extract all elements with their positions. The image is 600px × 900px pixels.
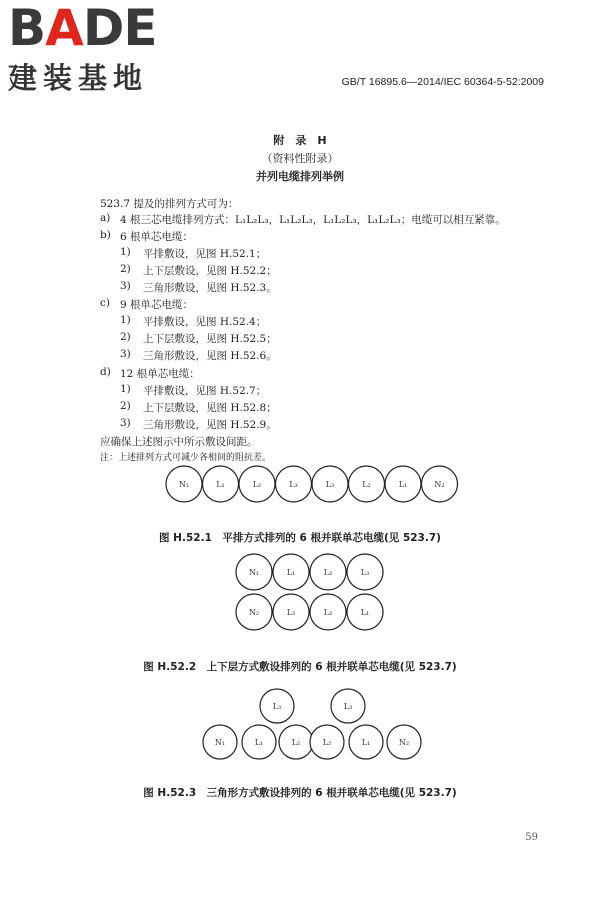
closing-text: 应确保上述图示中所示敷设间距。 [100, 436, 258, 448]
cable-n [236, 594, 272, 630]
cable-label: L₁ [216, 480, 225, 489]
cable-label: L₂ [323, 568, 333, 577]
cable-l [273, 554, 309, 590]
cable-label: L₁ [361, 738, 371, 747]
cable-n [387, 725, 421, 759]
sub-marker-2: 2) [120, 331, 131, 343]
figure-h52-1 [160, 460, 470, 510]
item-d-marker: d) [100, 366, 111, 378]
cable-label: L₁ [254, 738, 264, 747]
cable-n [166, 466, 202, 502]
item-c3: 三角形敷设，见图 H.52.6。 [143, 350, 277, 362]
cable-l [276, 466, 312, 502]
cable-label: L₂ [362, 480, 371, 489]
cable-label: L₃ [343, 702, 353, 711]
note-text: 注：上述排列方式可减少各相间的阻抗差。 [100, 453, 272, 463]
item-d2: 上下层敷设，见图 H.52.8； [143, 402, 277, 414]
cable-l [312, 466, 348, 502]
cable-label: L₂ [252, 480, 262, 489]
appendix-heading: 并列电缆排列举例 [256, 170, 344, 183]
cable-l [310, 725, 344, 759]
sub-marker-3: 3) [120, 280, 131, 292]
item-d-text: 12 根单芯电缆： [120, 368, 200, 380]
cable-label: L₃ [286, 608, 296, 617]
item-a-text: 4 根三芯电缆排列方式：L₁L₂L₃，L₁L₂L₃，L₁L₂L₃，L₁L₂L₃；电缆可以相互紧靠。 [120, 214, 506, 226]
cable-label: N₁ [214, 738, 226, 747]
figure-h52-3 [200, 680, 430, 765]
cable-label: L₁ [360, 608, 370, 617]
cable-label: L₃ [289, 480, 298, 489]
sub-marker-3: 3) [120, 348, 131, 360]
cable-l [349, 466, 385, 502]
sub-marker-1: 1) [120, 314, 131, 326]
cable-l [385, 466, 421, 502]
standard-number: GB/T 16895.6—2014/IEC 60364-5-52:2009 [341, 76, 544, 88]
cable-l [331, 689, 365, 723]
sub-marker-3: 3) [120, 417, 131, 429]
cable-l [310, 554, 346, 590]
sub-marker-2: 2) [120, 400, 131, 412]
cable-l [260, 689, 294, 723]
cable-l [273, 594, 309, 630]
item-a-marker: a) [100, 212, 111, 224]
item-c1: 平排敷设，见图 H.52.4； [143, 316, 267, 328]
figure-h52-2-caption: 图 H.52.2 上下层方式敷设排列的 6 根并联单芯电缆(见 523.7) [143, 661, 457, 673]
logo [8, 0, 176, 57]
figure-h52-3-caption: 图 H.52.3 三角形方式敷设排列的 6 根并联单芯电缆(见 523.7) [143, 787, 457, 799]
figure-h52-2 [232, 550, 392, 640]
cable-l [347, 554, 383, 590]
item-b-marker: b) [100, 229, 111, 241]
item-c2: 上下层敷设，见图 H.52.5； [143, 333, 277, 345]
item-b-text: 6 根单芯电缆： [120, 231, 194, 243]
sub-marker-1: 1) [120, 246, 131, 258]
cable-label: L₁ [286, 568, 296, 577]
cable-l [347, 594, 383, 630]
item-b3: 三角形敷设，见图 H.52.3。 [143, 282, 277, 294]
figure-h52-1-caption: 图 H.52.1 平排方式排列的 6 根并联单芯电缆(见 523.7) [159, 532, 441, 544]
cable-n [422, 466, 458, 502]
item-c-text: 9 根单芯电缆： [120, 299, 194, 311]
cable-label: N₂ [434, 480, 445, 489]
cable-label: N₂ [398, 738, 410, 747]
cable-label: L₁ [398, 480, 408, 489]
item-d3: 三角形敷设，见图 H.52.9。 [143, 419, 277, 431]
cable-n [203, 725, 237, 759]
cable-label: L₂ [323, 608, 333, 617]
cable-l [203, 466, 239, 502]
item-b2: 上下层敷设，见图 H.52.2； [143, 265, 277, 277]
cable-label: L₃ [272, 702, 282, 711]
intro-text: 523.7 提及的排列方式可为： [100, 198, 239, 210]
cable-l [310, 594, 346, 630]
cable-label: N₂ [248, 608, 260, 617]
cable-label: L₃ [325, 480, 335, 489]
cable-l [349, 725, 383, 759]
sub-marker-2: 2) [120, 263, 131, 275]
cable-label: L₂ [322, 738, 332, 747]
cable-l [239, 466, 275, 502]
page-number: 59 [525, 832, 538, 843]
cable-label: N₁ [248, 568, 260, 577]
cable-label: N₁ [178, 480, 190, 489]
item-b1: 平排敷设，见图 H.52.1； [143, 248, 267, 260]
cable-l [279, 725, 313, 759]
cable-label: L₂ [291, 738, 301, 747]
sub-marker-1: 1) [120, 383, 131, 395]
appendix-subtitle: （资料性附录） [261, 152, 339, 165]
logo-text: BADE [8, 0, 157, 57]
item-c-marker: c) [100, 297, 110, 309]
cable-n [236, 554, 272, 590]
appendix-title: 附 录 H [273, 134, 327, 147]
cable-label: L₃ [360, 568, 370, 577]
item-d1: 平排敷设，见图 H.52.7； [143, 385, 267, 397]
cable-l [242, 725, 276, 759]
logo-chinese: 建装基地 [8, 61, 149, 95]
